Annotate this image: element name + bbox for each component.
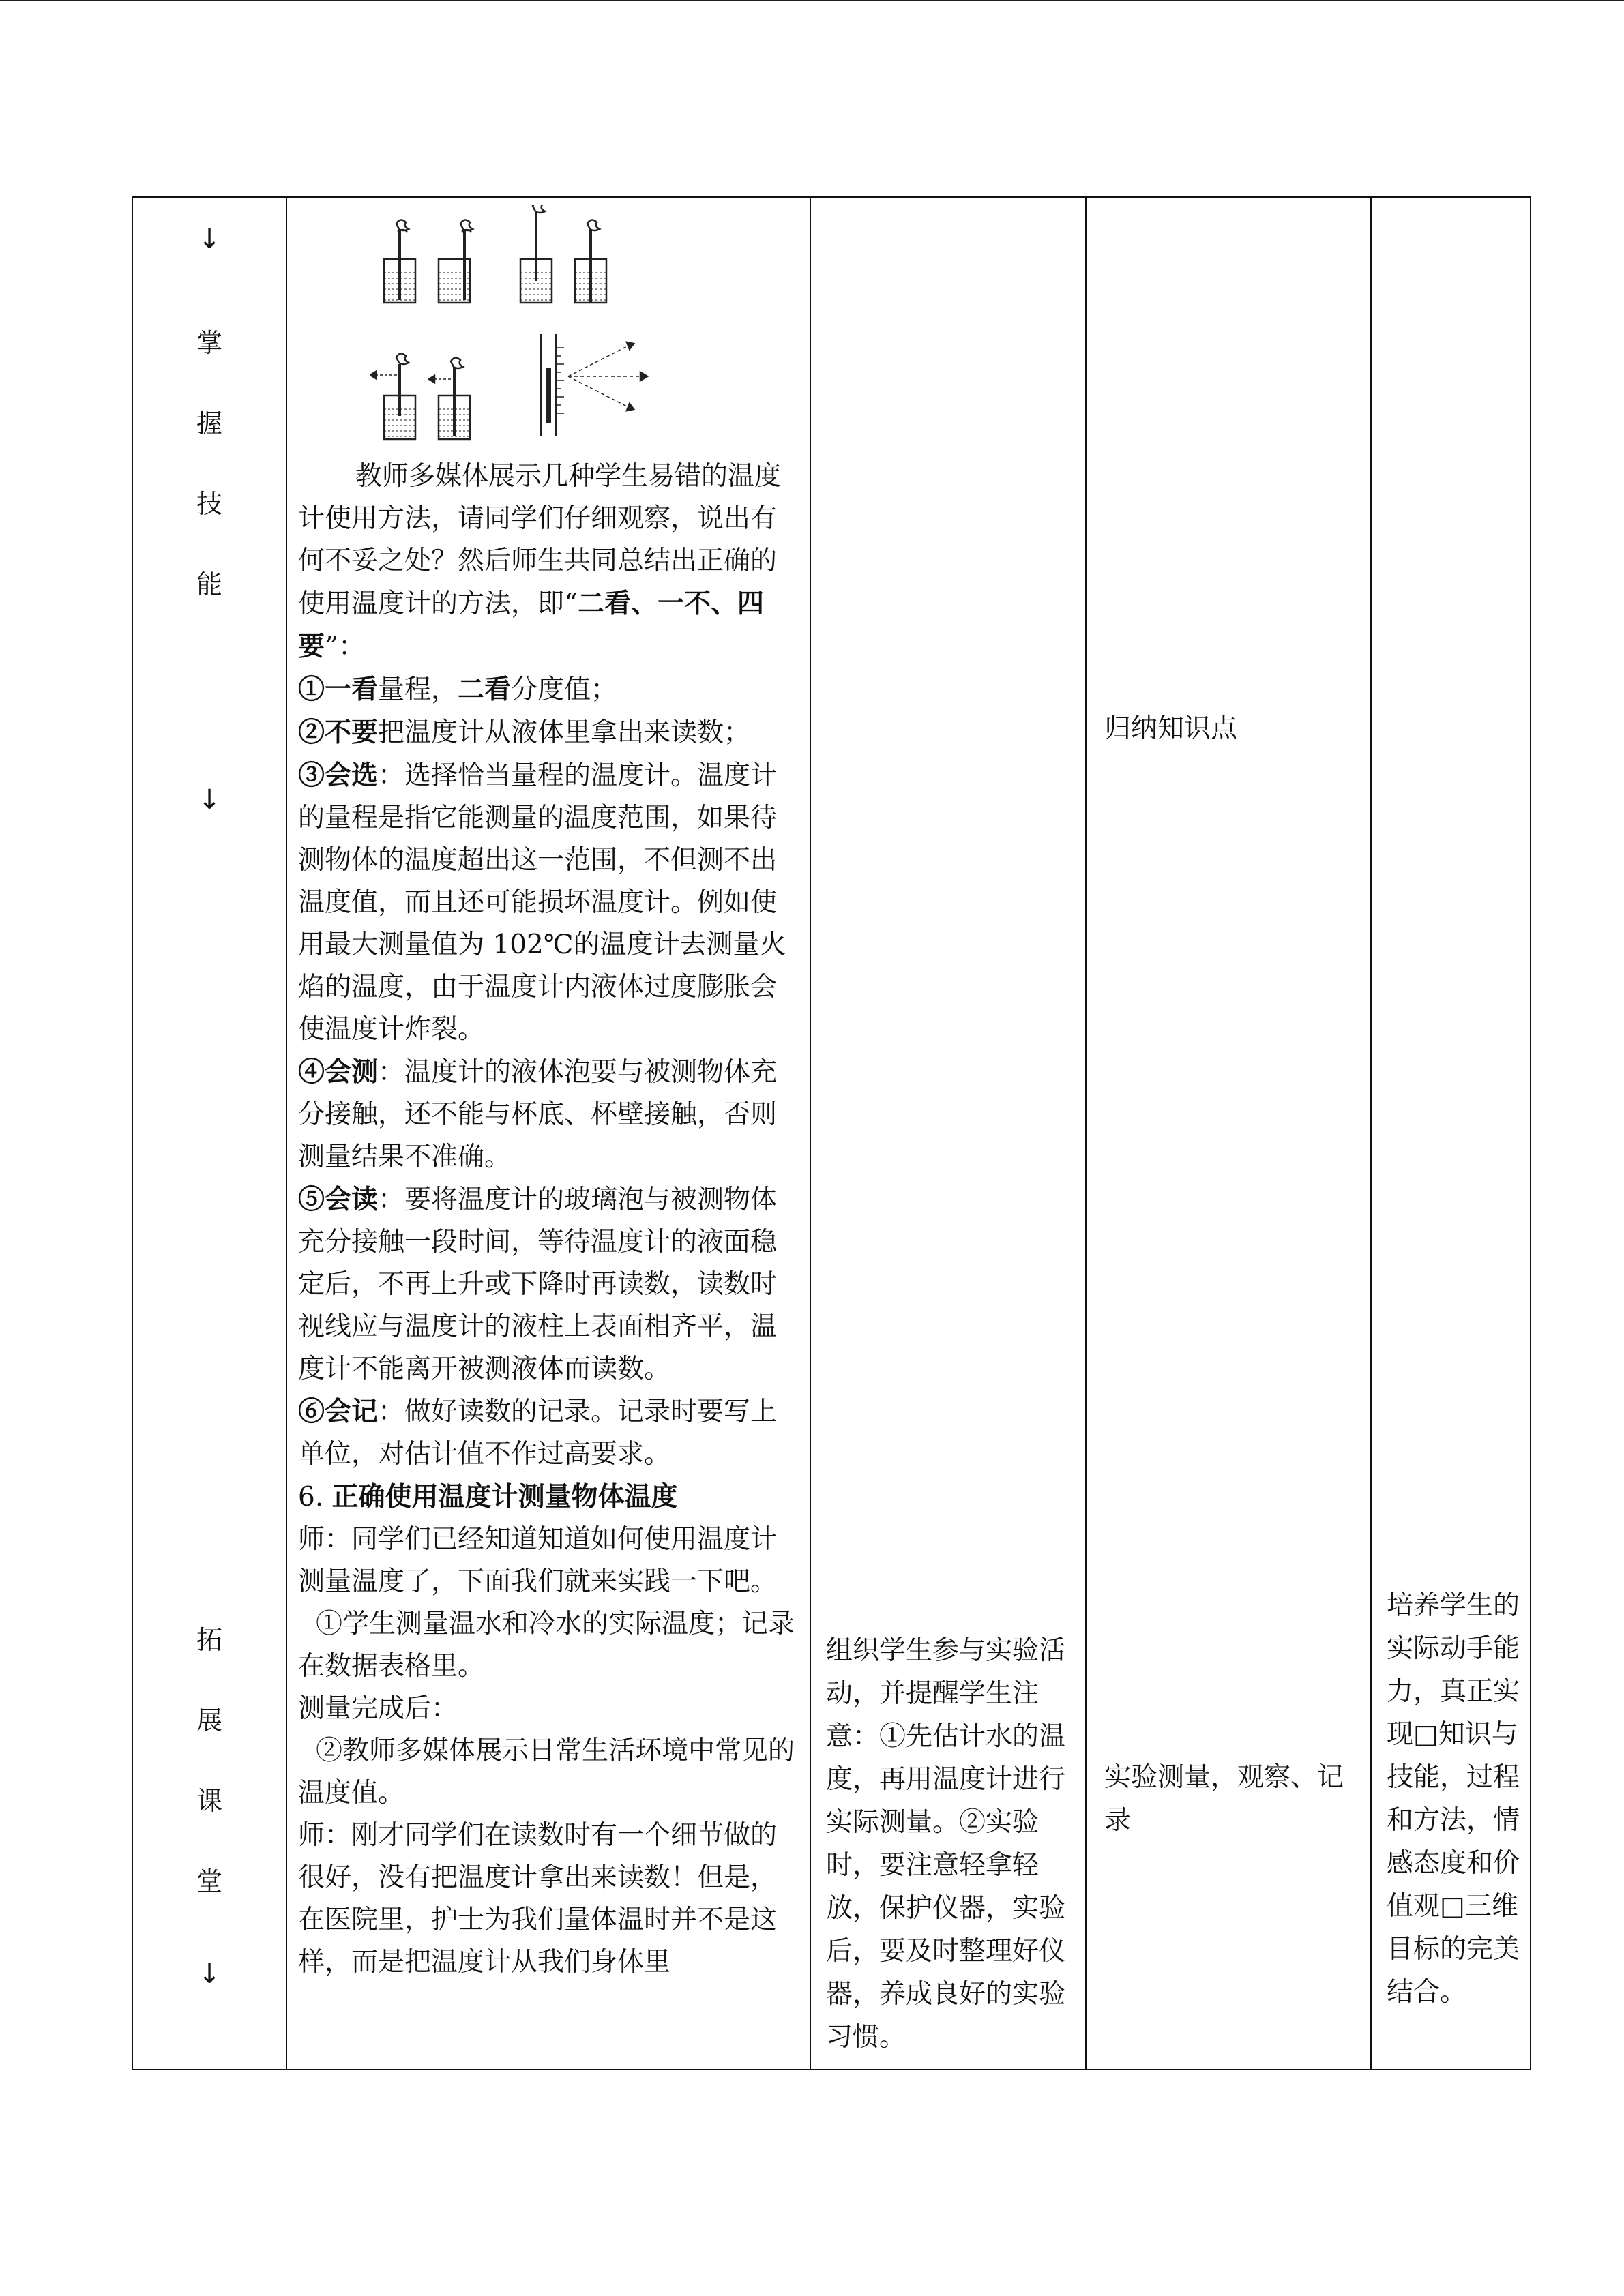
down-arrow-icon: ↓ — [198, 1958, 221, 1990]
down-arrow-icon: ↓ — [198, 784, 221, 816]
notes-text: 培养学生的实际动手能力，真正实现□知识与技能，过程和方法，情感态度和价值观□三维目标的完美结合。 — [1387, 1590, 1520, 2008]
design-intent-text: 实验测量，观察、记录 — [1104, 1762, 1344, 1836]
stage-char: 课 — [196, 1786, 222, 1816]
thermometer-beakers-illustration — [370, 205, 657, 314]
section-title: 正确使用温度计测量物体温度 — [331, 1481, 678, 1512]
stage-char: 展 — [196, 1705, 222, 1735]
student-activity-text: 组织学生参与实验活动，并提醒学生注意：①先估计水的温度，再用温度计进行实际测量。②实验时，要注意轻拿轻放，保护仪器，实验后，要及时整理好仪器，养成良好的实验习惯。 — [826, 1635, 1066, 2053]
rule-label: 二看 — [458, 674, 512, 705]
student-activity-column — [811, 198, 1085, 2069]
down-arrow-icon: ↓ — [198, 224, 221, 255]
lesson-plan-table — [132, 196, 1531, 2070]
intro-end: ”： — [325, 631, 365, 662]
rule-label: ⑤会读 — [298, 1184, 379, 1215]
rule-text: ：选择恰当量程的温度计。温度计的量程是指它能测量的温度范围，如果待测物体的温度超出这一范围，不但测不出温度值，而且还可能损坏温度计。例如使用最大测量值为 102℃的温度计去测量火焰的温度，由于温度计内液体过度膨胀会使温度计炸裂。 — [298, 760, 786, 1045]
paragraph: ②教师多媒体展示日常生活环境中常见的温度值。 — [298, 1735, 795, 1808]
rule-label: ③会选 — [298, 760, 379, 791]
paragraph: 测量完成后： — [298, 1693, 458, 1724]
stage-char: 能 — [196, 569, 222, 599]
rule-label: ②不要 — [298, 717, 379, 748]
paragraph: ①学生测量温水和冷水的实际温度；记录在数据表格里。 — [298, 1609, 795, 1682]
intro-text: 教师多媒体展示几种学生易错的温度计使用方法，请同学们仔细观察，说出有何不妥之处？然后师生共同总结出正确的使用温度计的方法，即“ — [298, 461, 782, 619]
rule-text: ：温度计的液体泡要与被测物体充分接触，还不能与杯底、杯壁接触，否则测量结果不准确。 — [298, 1057, 778, 1172]
teacher-activity-column — [287, 198, 810, 2069]
stage-char: 堂 — [196, 1866, 222, 1896]
stage-column — [133, 198, 286, 2069]
section-number: 6. — [298, 1482, 332, 1512]
rule-text: 量程， — [378, 674, 458, 705]
teacher-activity-text — [298, 456, 803, 1984]
rule-text: 把温度计从液体里拿出来读数； — [378, 717, 751, 748]
stage-char: 技 — [196, 489, 222, 519]
intro-bold: 二看、一不、四要 — [298, 588, 764, 662]
design-intent-text: 归纳知识点 — [1104, 713, 1238, 744]
stage-char: 拓 — [196, 1625, 222, 1655]
paragraph: 师：同学们已经知道知道如何使用温度计测量温度了，下面我们就来实践一下吧。 — [298, 1524, 778, 1597]
rule-label: ⑥会记 — [298, 1396, 379, 1427]
stage-char: 握 — [196, 408, 222, 438]
page-top-rule — [0, 0, 1624, 1]
rule-label: ④会测 — [298, 1056, 379, 1088]
rule-label: ①一看 — [298, 674, 379, 705]
thermometer-reading-illustration — [370, 334, 670, 450]
rule-text: ：做好读数的记录。记录时要写上单位，对估计值不作过高要求。 — [298, 1397, 778, 1470]
stage-char: 掌 — [196, 328, 222, 358]
paragraph: 师：刚才同学们在读数时有一个细节做的很好，没有把温度计拿出来读数！但是，在医院里，护士为我们量体温时并不是这样，而是把温度计从我们身体里 — [298, 1820, 778, 1978]
rule-text: ：要将温度计的玻璃泡与被测物体充分接触一段时间，等待温度计的液面稳定后，不再上升或下降时再读数，读数时视线应与温度计的液柱上表面相齐平，温度计不能离开被测液体而读数。 — [298, 1184, 778, 1384]
rule-text: 分度值； — [511, 674, 618, 705]
notes-column — [1372, 198, 1530, 2069]
design-intent-column — [1087, 198, 1370, 2069]
